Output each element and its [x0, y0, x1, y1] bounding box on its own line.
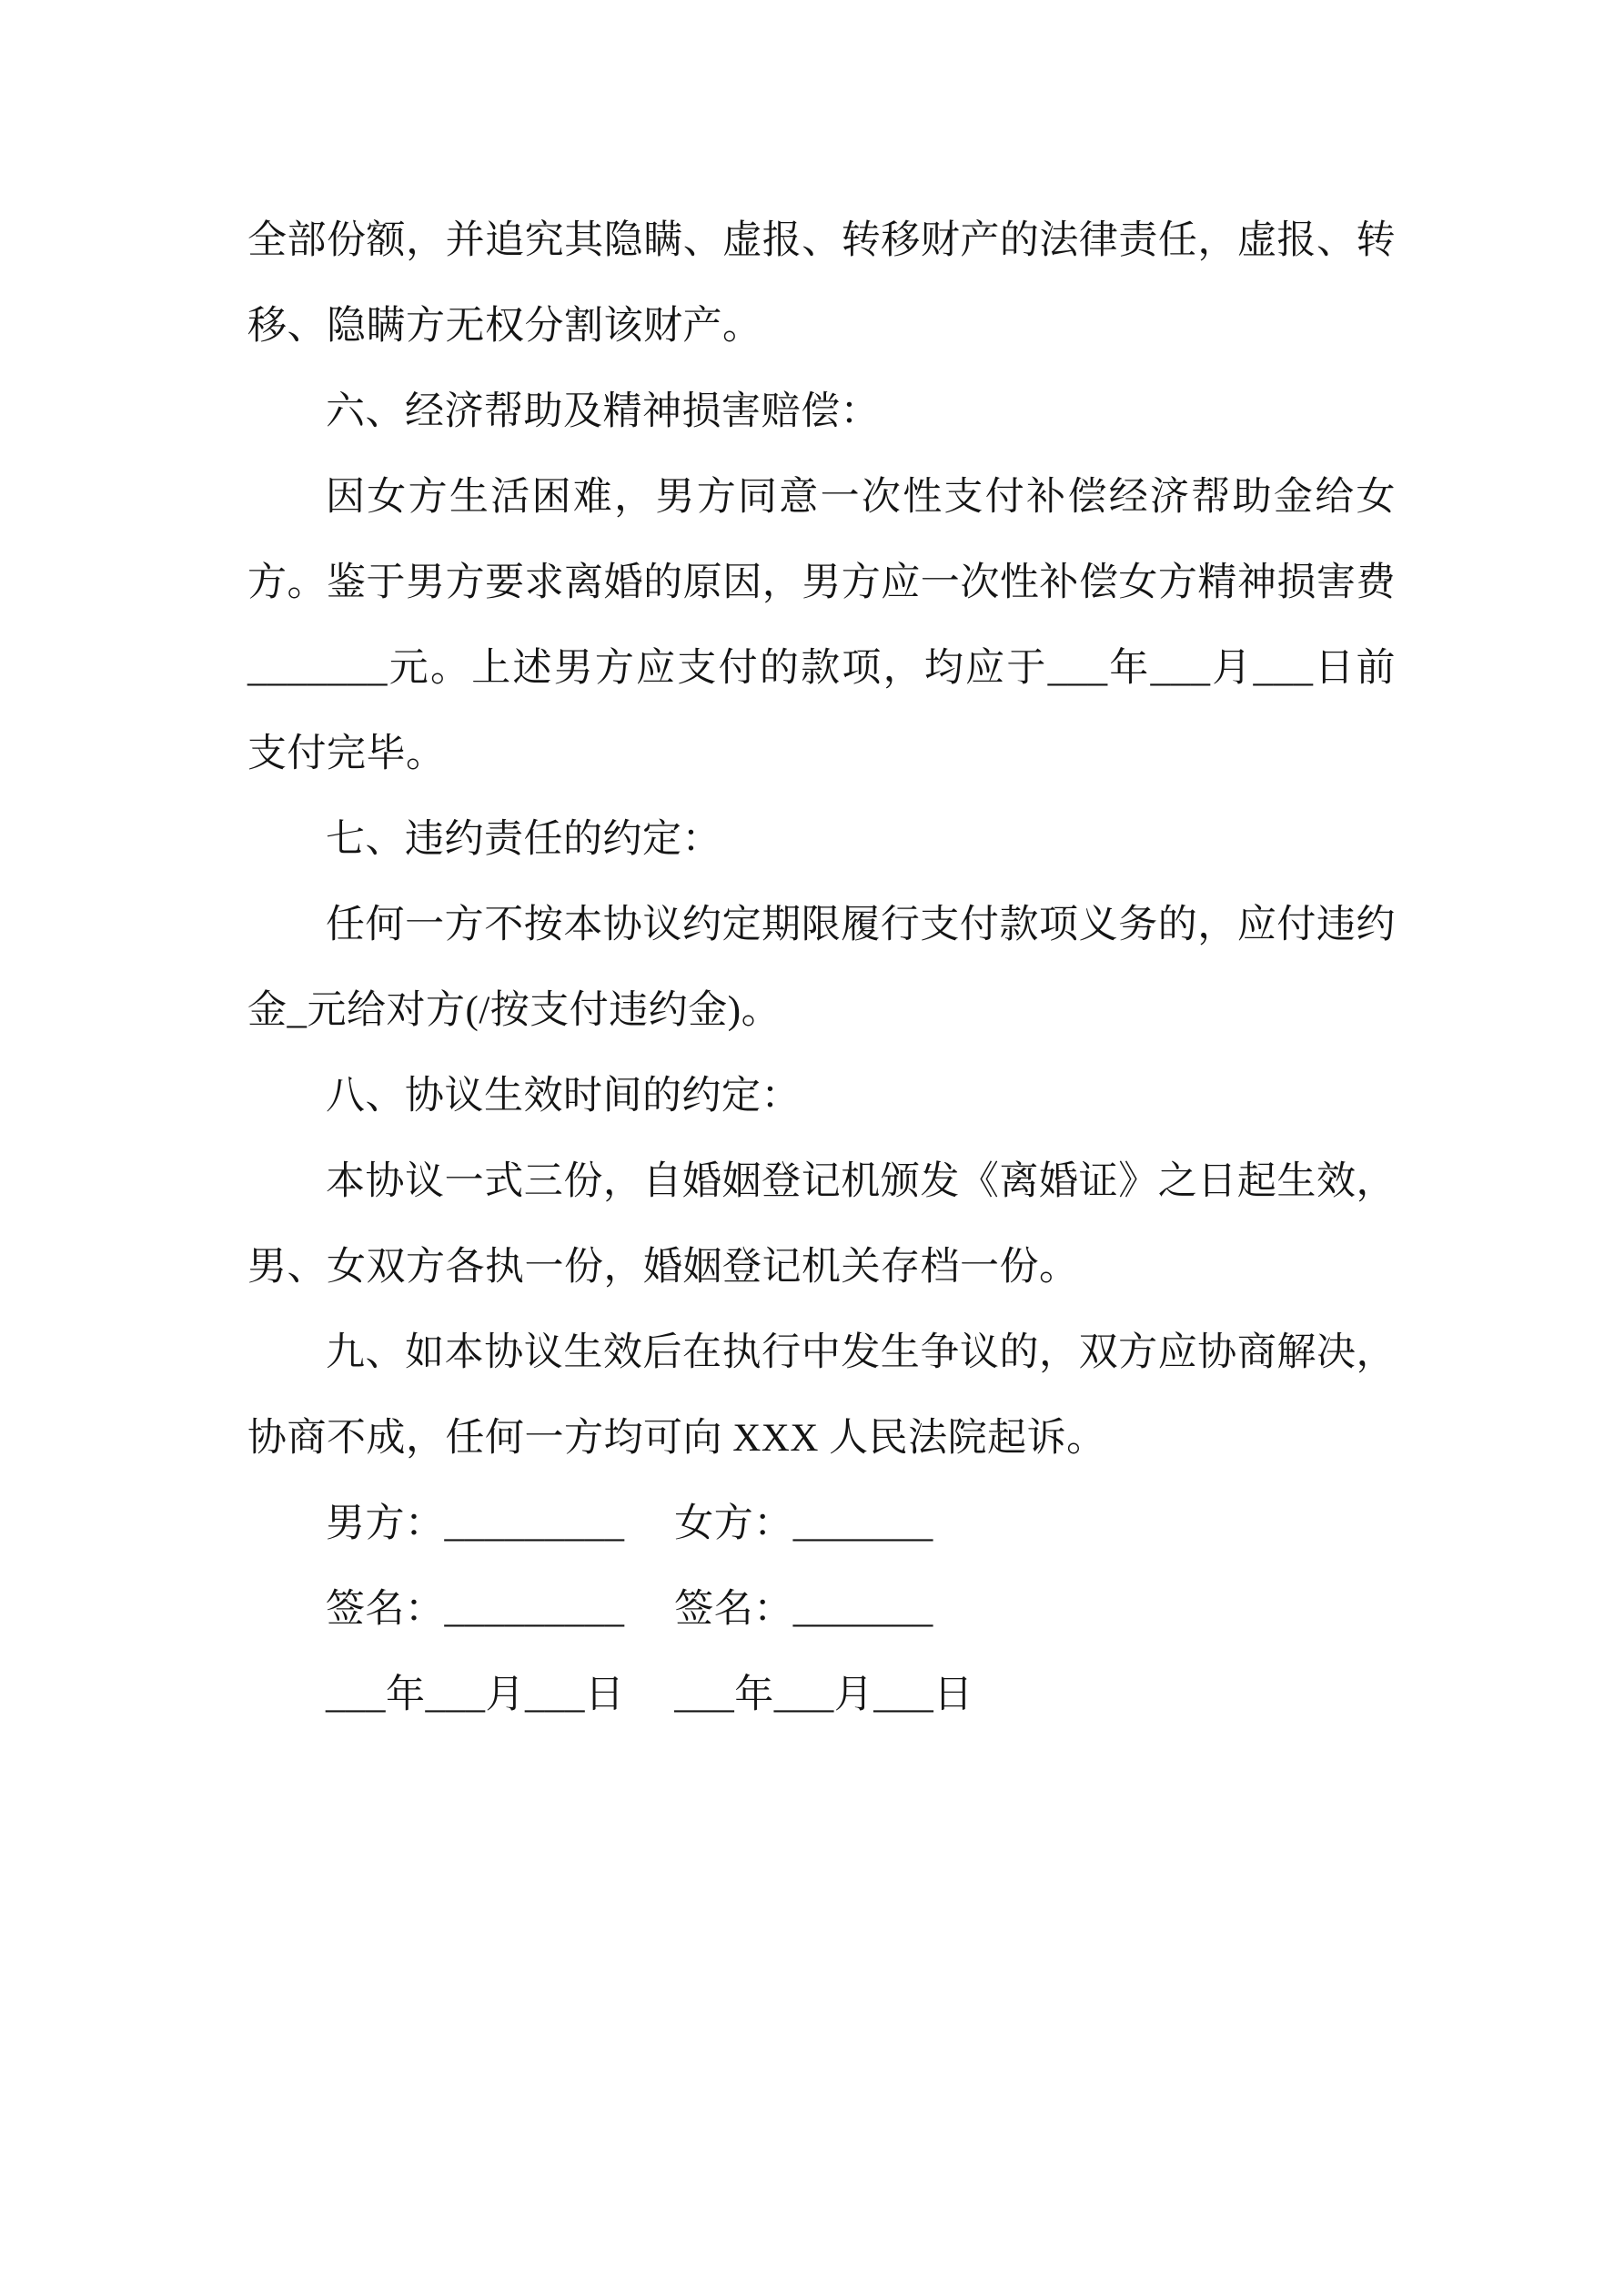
heading-section-eight: 八、协议生效时间的约定： [326, 1075, 801, 1118]
signature-line-dates: ___年___月___日 ___年___月___日 [326, 1674, 973, 1716]
signature-line-parties: 男方：_________ 女方：_______ [326, 1502, 933, 1545]
heading-section-six: 六、经济帮助及精神损害赔偿： [326, 390, 880, 433]
signature-line-signatures: 签名：_________ 签名：_______ [326, 1588, 933, 1631]
document-body [247, 198, 1396, 1738]
paragraph-economic-assistance: 因女方生活困难，男方同意一次性支付补偿经济帮助金给女方。鉴于男方要求离婚的原因，男方应一次性补偿女方精神损害费_______元。上述男方应支付的款项，均应于___年___月___日前支付完毕。 [247, 476, 1396, 775]
heading-section-seven: 七、违约责任的约定： [326, 818, 721, 861]
paragraph-breach-liability: 任何一方不按本协议约定期限履行支付款项义务的，应付违约金_元给对方(/按支付违约金)。 [247, 904, 1396, 1032]
paragraph-effective-time: 本协议一式三份，自婚姻登记机颁发《离婚证》之日起生效，男、女双方各执一份，婚姻登记机关存档一份。 [247, 1160, 1396, 1289]
paragraph-property-division-continuation: 全部份额，并追究其隐瞒、虚报、转移财产的法律责任，虚报、转移、隐瞒方无权分割该财产。 [247, 219, 1396, 348]
paragraph-dispute-resolution: 九、如本协议生效后在执行中发生争议的，双方应协商解决，协商不成，任何一方均可向 XXX 人民法院起诉。 [247, 1331, 1396, 1460]
